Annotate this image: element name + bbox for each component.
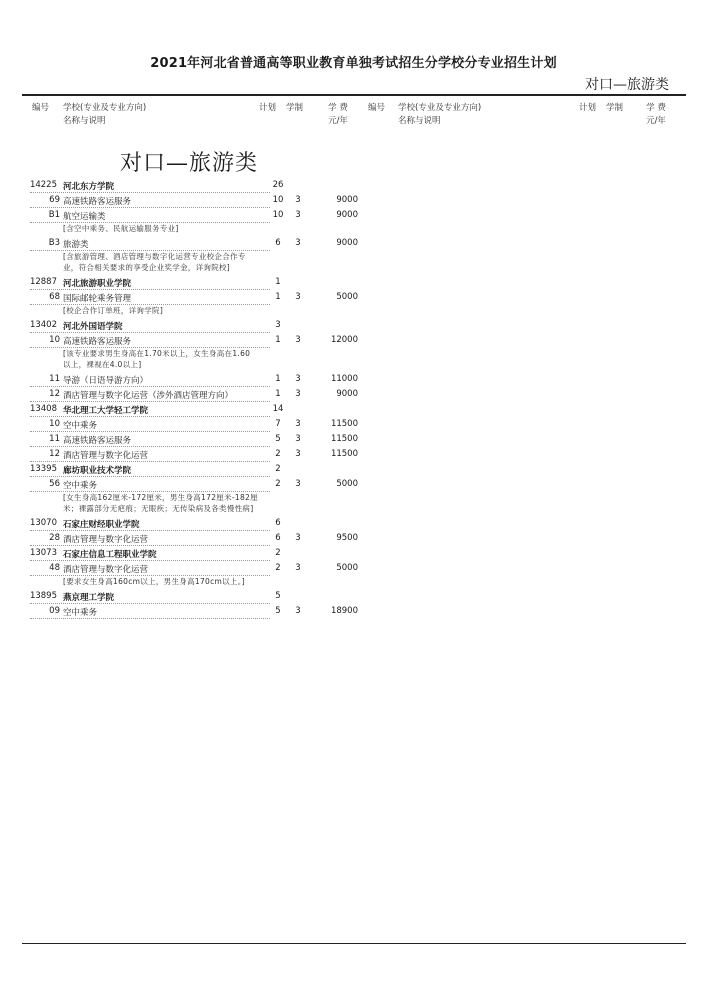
school-code: 12887: [29, 277, 57, 287]
program-row: [0, 447, 707, 462]
school-plan: 3: [275, 320, 281, 330]
program-name: 高速铁路客运服务: [63, 436, 132, 446]
program-name: 酒店管理与数字化运营: [63, 535, 149, 545]
row-separator: [30, 491, 270, 492]
school-name: 河北旅游职业学院: [63, 279, 132, 289]
program-years: 3: [295, 389, 301, 399]
program-row: [0, 193, 707, 208]
row-separator: [30, 332, 270, 333]
program-years: 3: [295, 563, 301, 573]
program-years: 3: [295, 533, 301, 543]
program-row: [0, 372, 707, 387]
right-col-school-line1: 学校(专业及专业方向): [398, 103, 482, 113]
school-code: 13895: [29, 591, 57, 601]
school-plan: 6: [275, 518, 281, 528]
right-col-school-header: [398, 102, 481, 128]
program-code: 12: [49, 389, 60, 399]
program-row: [0, 290, 707, 305]
school-code: 13070: [29, 518, 57, 528]
program-row: [0, 417, 707, 432]
row-separator: [30, 347, 270, 348]
program-note: [含空中乘务、民航运输服务专业]: [63, 224, 179, 233]
program-code: 48: [49, 563, 60, 573]
school-name: 石家庄财经职业学院: [63, 520, 140, 530]
program-code: 12: [49, 449, 60, 459]
program-row: [0, 477, 707, 492]
right-col-code-header: 编号: [368, 103, 386, 113]
program-code: 68: [49, 292, 60, 302]
category-header: 对口—旅游类: [585, 77, 669, 93]
school-code: 13073: [29, 548, 57, 558]
program-row: [0, 387, 707, 402]
program-years: 3: [295, 419, 301, 429]
program-row: [0, 208, 707, 223]
school-row: [0, 516, 707, 531]
school-code: 13408: [29, 404, 57, 414]
program-fee: 9500: [336, 533, 358, 543]
school-name: 河北外国语学院: [63, 322, 123, 332]
school-code: 14225: [29, 180, 57, 190]
right-col-years-header: 学制: [606, 103, 624, 113]
program-years: 3: [295, 449, 301, 459]
program-name: 酒店管理与数字化运营（涉外酒店管理方向）: [63, 391, 234, 401]
program-plan: 1: [275, 335, 281, 345]
left-col-code-header: 编号: [32, 103, 50, 113]
program-note: [该专业要求男生身高在1.70米以上，女生身高在1.60以上，裸视在4.0以上]: [63, 349, 251, 369]
program-code: 10: [49, 335, 60, 345]
school-row: [0, 318, 707, 333]
school-row: [0, 275, 707, 290]
program-years: 3: [295, 479, 301, 489]
program-name: 高速铁路客运服务: [63, 197, 132, 207]
program-row: [0, 333, 707, 348]
program-fee: 5000: [336, 563, 358, 573]
section-heading: 对口—旅游类: [120, 151, 259, 176]
school-name: 河北东方学院: [63, 182, 115, 192]
row-separator: [30, 250, 270, 251]
document-title: 2021年河北省普通高等职业教育单独考试招生分学校分专业招生计划: [150, 56, 557, 71]
school-plan: 2: [275, 464, 281, 474]
program-code: B1: [48, 210, 60, 220]
program-fee: 11500: [330, 419, 358, 429]
program-years: 3: [295, 238, 301, 248]
program-row: [0, 561, 707, 576]
program-row: [0, 531, 707, 546]
school-plan: 5: [275, 591, 281, 601]
program-name: 酒店管理与数字化运营: [63, 565, 149, 575]
row-separator: [30, 289, 270, 290]
row-separator: [30, 530, 270, 531]
program-plan: 6: [275, 238, 281, 248]
school-plan: 2: [275, 548, 281, 558]
program-name: 高速铁路客运服务: [63, 337, 132, 347]
left-col-school-line2: 名称与说明: [63, 116, 106, 126]
program-plan: 2: [275, 563, 281, 573]
program-plan: 1: [275, 374, 281, 384]
program-years: 3: [295, 195, 301, 205]
row-separator: [30, 416, 270, 417]
row-separator: [30, 560, 270, 561]
row-separator: [30, 575, 270, 576]
left-col-fee-header: [320, 102, 356, 128]
program-years: 3: [295, 606, 301, 616]
program-plan: 1: [275, 292, 281, 302]
right-col-fee-line1: 学 费: [646, 103, 666, 113]
program-code: 69: [49, 195, 60, 205]
program-note: [女生身高162厘米-172厘米，男生身高172厘米-182厘米；裸露部分无疤痕；无眼疾；无传染病及各类慢性病]: [63, 493, 258, 513]
program-code: 11: [49, 374, 60, 384]
footer-rule: [22, 943, 686, 944]
program-name: 导游（日语导游方向）: [63, 376, 149, 386]
school-name: 石家庄信息工程职业学院: [63, 550, 157, 560]
program-plan: 2: [275, 449, 281, 459]
left-col-years-header: 学制: [286, 103, 304, 113]
program-code: 09: [49, 606, 60, 616]
row-separator: [30, 618, 270, 619]
program-plan: 1: [275, 389, 281, 399]
row-separator: [30, 386, 270, 387]
school-name: 华北理工大学轻工学院: [63, 406, 149, 416]
program-name: 国际邮轮乘务管理: [63, 294, 132, 304]
row-separator: [30, 431, 270, 432]
school-name: 燕京理工学院: [63, 593, 115, 603]
row-separator: [30, 222, 270, 223]
program-name: 空中乘务: [63, 421, 98, 431]
program-code: 10: [49, 419, 60, 429]
row-separator: [30, 304, 270, 305]
program-name: 旅游类: [63, 240, 89, 250]
right-col-school-line2: 名称与说明: [398, 116, 441, 126]
program-note: [要求女生身高160cm以上，男生身高170cm以上。]: [63, 577, 245, 586]
left-col-fee-line2: 元/年: [328, 116, 348, 126]
program-years: 3: [295, 292, 301, 302]
program-fee: 18900: [330, 606, 358, 616]
program-name: 空中乘务: [63, 608, 98, 618]
program-years: 3: [295, 210, 301, 220]
program-fee: 9000: [336, 210, 358, 220]
row-separator: [30, 476, 270, 477]
plan-table: [0, 178, 707, 619]
school-row: [0, 178, 707, 193]
right-col-plan-header: 计划: [579, 103, 597, 113]
program-plan: 5: [275, 434, 281, 444]
program-plan: 5: [275, 606, 281, 616]
row-separator: [30, 401, 270, 402]
school-name: 廊坊职业技术学院: [63, 466, 132, 476]
program-fee: 11500: [330, 449, 358, 459]
program-note: [校企合作订单班，详询学院]: [63, 306, 164, 315]
program-code: 11: [49, 434, 60, 444]
program-plan: 2: [275, 479, 281, 489]
program-code: 28: [49, 533, 60, 543]
row-separator: [30, 192, 270, 193]
program-years: 3: [295, 374, 301, 384]
program-plan: 6: [275, 533, 281, 543]
program-plan: 7: [275, 419, 281, 429]
right-col-fee-line2: 元/年: [646, 116, 666, 126]
program-plan: 10: [272, 210, 284, 220]
school-plan: 1: [275, 277, 281, 287]
program-name: 酒店管理与数字化运营: [63, 451, 149, 461]
left-col-fee-line1: 学 费: [328, 103, 348, 113]
row-separator: [30, 603, 270, 604]
row-separator: [30, 207, 270, 208]
program-fee: 9000: [336, 389, 358, 399]
program-fee: 12000: [330, 335, 358, 345]
right-col-fee-header: [638, 102, 674, 128]
school-row: [0, 462, 707, 477]
row-separator: [30, 446, 270, 447]
school-plan: 26: [272, 180, 284, 190]
program-fee: 9000: [336, 195, 358, 205]
row-separator: [30, 461, 270, 462]
row-separator: [30, 545, 270, 546]
program-plan: 10: [272, 195, 284, 205]
school-row: [0, 589, 707, 604]
school-plan: 14: [272, 404, 284, 414]
school-code: 13395: [29, 464, 57, 474]
program-years: 3: [295, 335, 301, 345]
left-col-plan-header: 计划: [259, 103, 277, 113]
program-fee: 11000: [330, 374, 358, 384]
program-fee: 11500: [330, 434, 358, 444]
header-rule: [22, 94, 686, 96]
program-row: [0, 236, 707, 251]
program-row: [0, 432, 707, 447]
program-fee: 5000: [336, 292, 358, 302]
left-col-school-line1: 学校(专业及专业方向): [63, 103, 147, 113]
program-code: 56: [49, 479, 60, 489]
program-name: 空中乘务: [63, 481, 98, 491]
school-row: [0, 546, 707, 561]
program-years: 3: [295, 434, 301, 444]
school-code: 13402: [29, 320, 57, 330]
left-col-school-header: [63, 102, 146, 128]
program-name: 航空运输类: [63, 212, 106, 222]
program-fee: 5000: [336, 479, 358, 489]
program-fee: 9000: [336, 238, 358, 248]
program-row: [0, 604, 707, 619]
program-note: [含旅游管理、酒店管理与数字化运营专业校企合作专业，符合相关要求的享受企业奖学金，详询院校]: [63, 252, 246, 272]
school-row: [0, 402, 707, 417]
program-code: B3: [48, 238, 60, 248]
